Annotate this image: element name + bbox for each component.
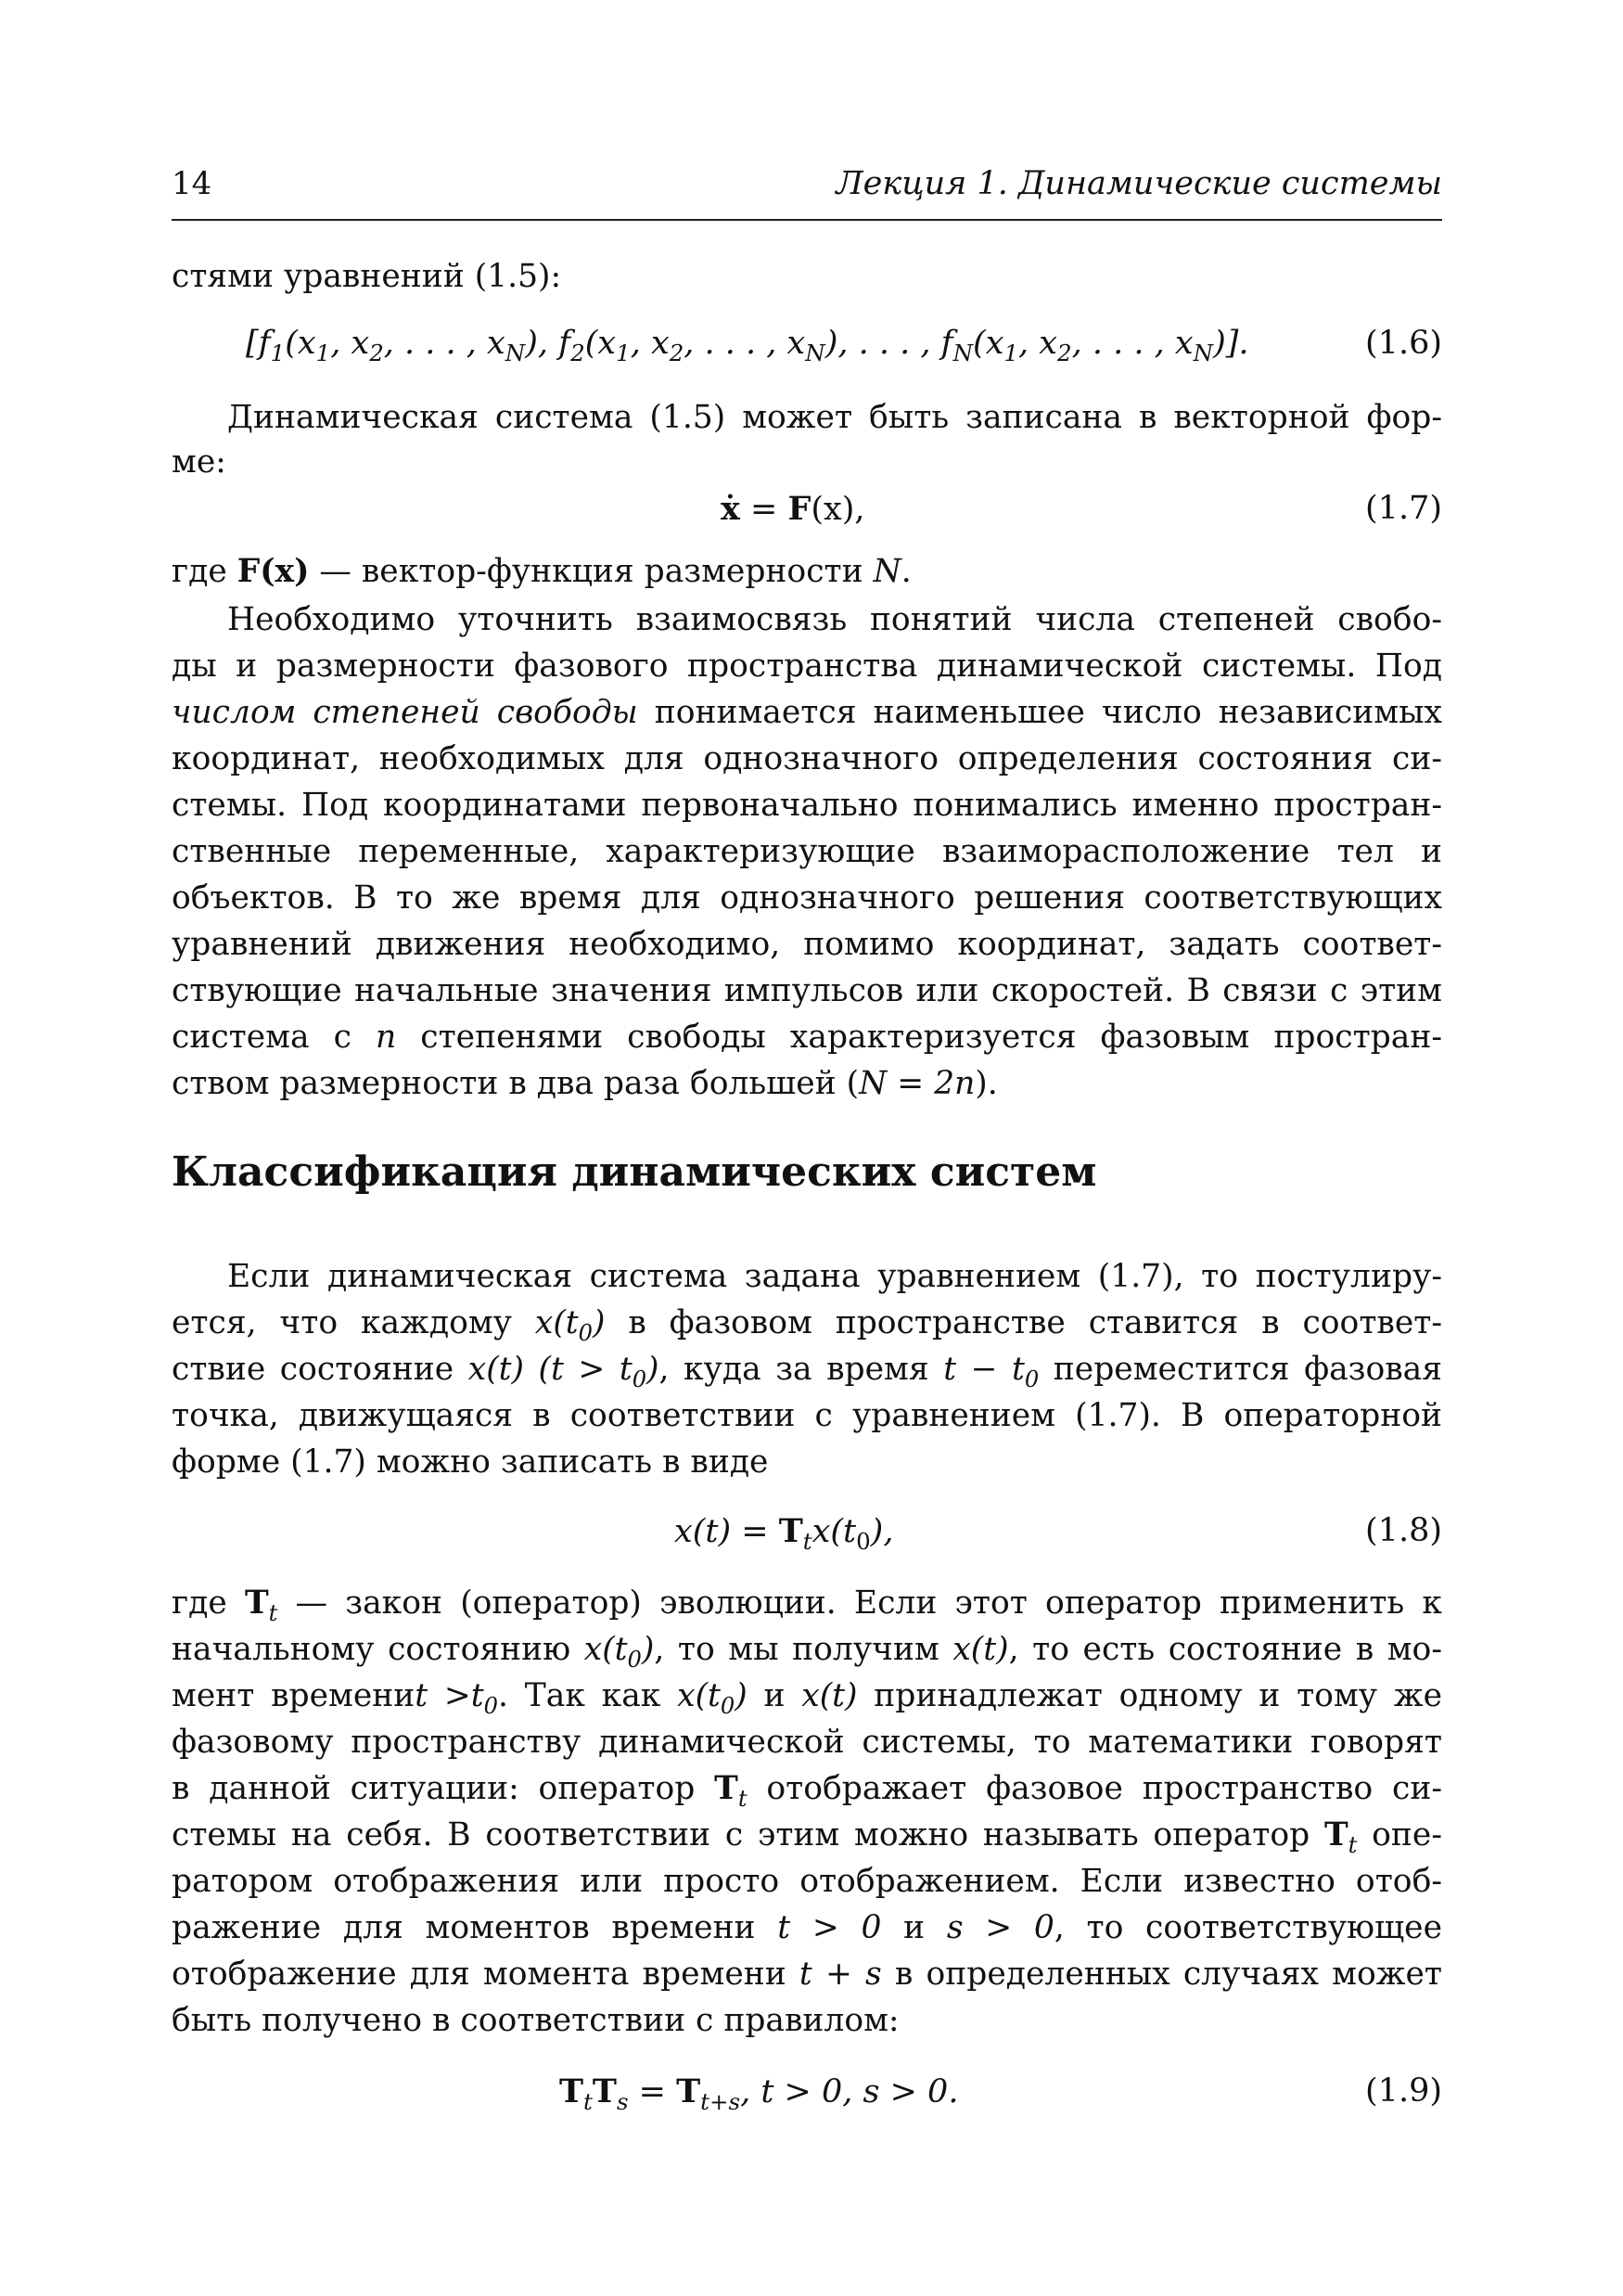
text-line: ется, что каждому $x(t_0)$ в фазовом пространстве ставится в соответ-: [172, 1304, 1442, 1346]
equation-body: [$f_1(x_1$, $x_2$, . . . , $x_N$), $f_2(x_1$, $x_2$, . . . , $x_N$), . . . , $f_N(x_1$, $x_2$, . . . , $x_N$)].: [246, 325, 1249, 366]
page-number: 14: [172, 165, 212, 202]
text-line: форме (1.7) можно записать в виде: [172, 1443, 769, 1481]
text-line: ме:: [172, 443, 226, 481]
text-line: система с n степенями свободы характеризуется фазовым простран-: [172, 1019, 1442, 1056]
equation-body: $x(t) = T_tx(t_0)$,: [674, 1512, 894, 1555]
text-line: фазовому пространству динамической системы, то математики говорят: [172, 1724, 1442, 1761]
running-title: Лекция 1. Динамические системы: [836, 165, 1442, 202]
section-heading: Классификация динамических систем: [172, 1148, 1097, 1196]
equation-1-8: [172, 1512, 1442, 1557]
text-line: ражение для моментов времени t > 0 и s > 0, то соответствующее: [172, 1909, 1442, 1946]
equation-number: (1.8): [1365, 1512, 1442, 1549]
text-line: ды и размерности фазового пространства динамической системы. Под: [172, 648, 1442, 685]
text-line: мент времениt $>t_0$. Так как $x(t_0)$ и x(t) принадлежат одному и тому же: [172, 1677, 1442, 1719]
text-line: где $T_t$ — закон (оператор) эволюции. Если этот оператор применить к: [172, 1584, 1442, 1626]
equation-number: (1.7): [1365, 490, 1442, 527]
text-line: быть получено в соответствии с правилом:: [172, 2002, 900, 2039]
equation-1-7: [172, 490, 1442, 534]
text-line: уравнений движения необходимо, помимо координат, задать соответ-: [172, 926, 1442, 963]
equation-body: ẋ = F(x),: [721, 490, 865, 528]
text-line: начальному состоянию $x(t_0)$, то мы получим x(t), то есть состояние в мо-: [172, 1631, 1442, 1673]
text-line: ством размерности в два раза большей (N = 2n).: [172, 1065, 998, 1102]
text-line: ратором отображения или просто отображением. Если известно отоб-: [172, 1863, 1442, 1900]
page-header: [172, 165, 1442, 221]
text-line: точка, движущаяся в соответствии с уравнением (1.7). В операторной: [172, 1397, 1442, 1434]
text-line: в данной ситуации: оператор $T_t$ отображает фазовое пространство си-: [172, 1770, 1443, 1812]
text-line: ственные переменные, характеризующие взаиморасположение тел и: [172, 833, 1442, 870]
emphasized-term: числом степеней свободы: [172, 694, 638, 731]
text-line: Необходимо уточнить взаимосвязь понятий числа степеней свобо-: [227, 601, 1442, 638]
text-line: числом степеней свободы понимается наименьшее число независимых: [172, 694, 1442, 731]
text-line: ствие состояние x(t) $(t > t_0)$, куда за время $t - t_0$ переместится фазовая: [172, 1351, 1442, 1392]
text-line: Если динамическая система задана уравнением (1.7), то постулиру-: [227, 1258, 1442, 1295]
text-line: стемы. Под координатами первоначально понимались именно простран-: [172, 787, 1442, 824]
equation-number: (1.9): [1365, 2072, 1442, 2110]
text-line: где F(x) — вектор-функция размерности N.: [172, 553, 912, 590]
text-line: отображение для момента времени t + s в определенных случаях может: [172, 1956, 1442, 1993]
text-line: стемы на себя. В соответствии с этим можно называть оператор $T_t$ опе-: [172, 1816, 1442, 1858]
text-line: ствующие начальные значения импульсов или скоростей. В связи с этим: [172, 972, 1442, 1009]
equation-1-9: [172, 2072, 1442, 2117]
text-line: стями уравнений (1.5):: [172, 258, 562, 295]
text-line: координат, необходимых для однозначного определения состояния си-: [172, 740, 1442, 777]
text-line: Динамическая система (1.5) может быть записана в векторной фор-: [227, 399, 1442, 436]
equation-1-6: [172, 325, 1442, 369]
equation-body: $T_tT_s = T_{t+s}$, t > 0, s > 0.: [559, 2072, 959, 2115]
text-line: объектов. В то же время для однозначного решения соответствующих: [172, 879, 1442, 917]
equation-number: (1.6): [1365, 325, 1442, 362]
